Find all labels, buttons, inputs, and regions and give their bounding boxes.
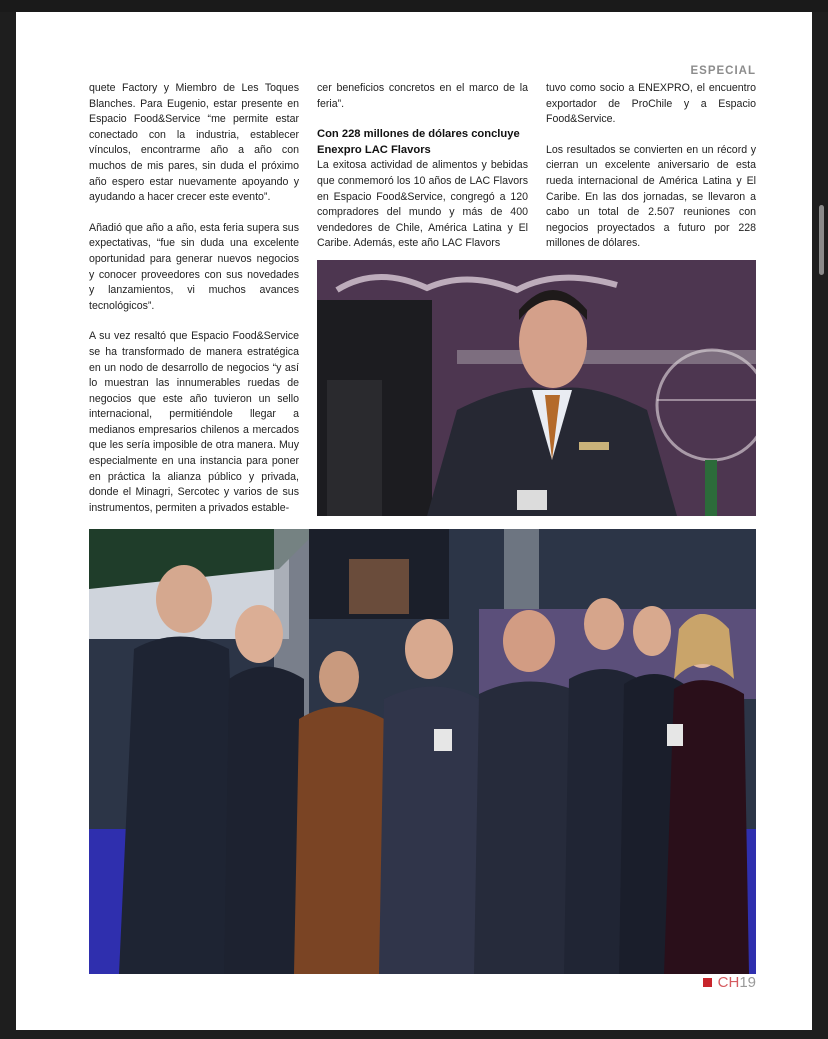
paragraph: cer beneficios concretos en el marco de la feria”. — [317, 82, 528, 110]
subheading: Con 228 millones de dólares concluye Enexpro LAC Flavors — [317, 128, 520, 156]
section-label: ESPECIAL — [690, 65, 756, 77]
paragraph: Los resultados se convierten en un récord y cierran un excelente aniversario de esta rueda internacional de América Latina y El Caribe. En las dos jornadas, se llevaron a cabo un total de 2.507 reuniones con negocios proyectados a futuro por 228 millones de dólares. — [546, 143, 756, 250]
text-column-2 — [317, 81, 528, 267]
scrollbar-thumb[interactable] — [819, 205, 824, 275]
paragraph: quete Factory y Miembro de Les Toques Blanches. Para Eugenio, estar presente en Espacio Food&Service “me permite estar conectado con la industria, establecer vínculos, encontrarme año a año con muchos de mis pares, sin duda el próximo año espero estar nuevamente apoyando y ayudando a hacer crecer este evento”. — [89, 82, 299, 204]
paragraph: A su vez resaltó que Espacio Food&Service se ha transformado de manera estratégica en un nodo de desarrollo de negocios “y así lo muestran las innumerables ruedas de negocios que este año tuvieron un sello internacional, permitiéndole llegar a medianos empresarios chilenos a mercados que les sería imposible de otra manera. Muy especialmente en una instancia para poner en práctica la alianza público y privada, donde el Minagri, Sercotec y varios de sus instrumentos, permiten a privados estable- — [89, 330, 299, 514]
speaker-photo-illustration — [317, 260, 756, 516]
speaker-photo — [317, 260, 756, 516]
viewer-top-bar — [0, 0, 828, 12]
magazine-page — [16, 12, 812, 1030]
text-column-1 — [89, 81, 299, 531]
paragraph: Añadió que año a año, esta feria supera sus expectativas, “fue sin duda una excelente oportunidad para generar nuevos negocios y conocer proveedores con sus novedades y lanzamientos, vi muchos avances tecnológicos”. — [89, 221, 299, 312]
group-photo — [89, 529, 756, 974]
text-column-3 — [546, 81, 756, 267]
page-number: CH19 — [717, 974, 756, 991]
group-photo-illustration — [89, 529, 756, 974]
paragraph: La exitosa actividad de alimentos y bebidas que conmemoró los 10 años de LAC Flavors en Espacio Food&Service, congregó a 120 compradores del mundo y más de 400 vendedores de Chile, América Latina y El Caribe. Además, este año LAC Flavors — [317, 159, 528, 250]
paragraph: tuvo como socio a ENEXPRO, el encuentro exportador de ProChile y a Espacio Food&Service. — [546, 82, 756, 126]
footer-square-icon — [703, 978, 712, 987]
page-footer — [703, 974, 756, 991]
